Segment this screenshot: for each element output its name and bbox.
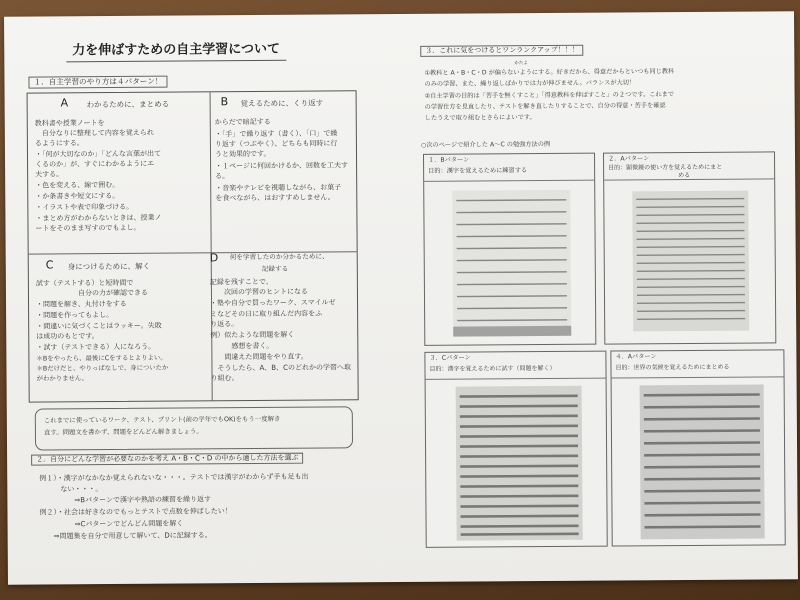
pattern-a-line: ートをそのまま写すのでもよし。 [35, 223, 141, 233]
pattern-d-line: 感想を書く。 [210, 341, 274, 351]
example-card-1 [423, 153, 596, 346]
pattern-a-line: ・「何が大切なのか」「どんな言葉が出て [34, 149, 162, 159]
example-card-purpose: 目的：顕微鏡の使い方を覚えるためにまと [608, 163, 723, 172]
section-2-line: ⇒Cパターンでどんどん問題を解く [39, 519, 184, 529]
tip-note-line: 直す。問題文を書かず、問題をどんどん解きましょう。 [43, 427, 203, 437]
page-title: 力を伸ばすための自主学習について [66, 41, 286, 62]
section-2-heading: ２．自分にどんな学習が必要なのかを考え A・B・C・D の中から適した方法を選ぶ [31, 453, 303, 466]
example-card-purpose: 目的：漢字を覚えるために試す（問題を解く） [429, 364, 556, 373]
section-3-line: ①教科と A・B・C・D が偏らないようにする。好きだから、得意だからといつも同じ教科 [424, 68, 675, 77]
pattern-a-line: ・か条書きや短文にする。 [35, 191, 120, 201]
section-3-line: のみの学習、また、繰り返しばかりでは力が伸びません。バランスが大切！ [424, 79, 636, 88]
pattern-b-line: からだで暗記する [214, 117, 271, 127]
section-3-line: したうえで取り組むとさらによいです。 [424, 114, 536, 122]
pattern-d-line: 例）似たような問題を解く [210, 330, 295, 340]
example-card-purpose: 目的：世界の気候を覚えるためにまとめる [615, 363, 730, 372]
example-card-title: ３．Cパターン [429, 354, 471, 362]
pattern-c-line: ・問題を解き、丸付けをする [36, 299, 127, 309]
pattern-d-title: 何を学習したのか分かるために、 [229, 252, 329, 262]
pattern-a-line: くるのか」が、すぐにわかるようにエ [35, 159, 155, 169]
example-scan-image [424, 154, 595, 345]
example-scan-image [611, 350, 784, 545]
example-card-purpose: 目的：漢字を覚えるために練習する [428, 167, 528, 175]
pattern-a-line: るようにする。 [34, 139, 84, 148]
pattern-b-line: り返す（つぶやく）、どちらも同時に行 [214, 139, 338, 149]
pattern-b-line: ・「手」で繰り返す（書く）、「口」で繰 [214, 129, 338, 139]
pattern-a-title: わかるために、まとめる [86, 99, 170, 110]
pattern-b-line: ・音楽やテレビを視聴しながら、お菓子 [215, 183, 342, 193]
pattern-c-title: 身につけるために、解く [67, 261, 151, 272]
pattern-a-line: ・色を変える、線で囲む。 [35, 180, 120, 190]
section-2-line: 例２）・社会は好きなのでもっとテストで点数を伸ばしたい！ [39, 507, 232, 517]
pattern-c-line: ・問題を作ってもよし。 [36, 311, 114, 320]
example-card-2 [603, 151, 776, 344]
pattern-a-letter: A [60, 96, 69, 110]
pattern-c-line: 試す（テストする）と短時間で [35, 278, 134, 288]
pattern-b-title: 覚えるために、くり返す [240, 98, 324, 109]
pattern-a-line: 夫する。 [35, 170, 64, 179]
section-2-line: 例１）・漢字がなかなか覚えられないな・・・。テストでは漢字がわからず手も足も出 [39, 472, 309, 483]
pattern-c-line: ・試す（テストできる）人になろう。 [36, 342, 156, 352]
section-2-line: ⇒問題集を自分で用意して解いて、Dに記録する。 [39, 531, 212, 541]
examples-heading: ○次のページで紹介した A～C の勉強方法の例 [420, 140, 551, 149]
pattern-c-line: がわかりません。 [36, 374, 89, 383]
pattern-d-title-2: 記録する [261, 264, 289, 273]
pattern-d-line: ミなどその日に取り組んだ内容をふ [210, 309, 323, 319]
pattern-c-line: ・間違いに気づくことはラッキー。失敗 [36, 321, 162, 331]
section-1-heading: １．自主学習のやり方は４パターン！ [28, 76, 167, 89]
example-card-purpose-2: める [678, 171, 691, 180]
example-card-title: ２．Aパターン [608, 155, 650, 163]
pattern-c-line: 自分の力が確認できる [35, 288, 148, 298]
example-card-4 [610, 349, 785, 546]
pattern-d-line: そうしたら、A、B、Cのどれかの学習へ取 [210, 363, 351, 373]
pattern-d-letter: D [209, 251, 219, 265]
pattern-c-letter: C [45, 258, 54, 272]
pattern-a-line: ・イラストや表で印象づける。 [35, 202, 134, 212]
pattern-b-letter: B [220, 95, 229, 109]
section-3-line: ②自主学習の目的は「苦手を無くすこと」「得意教科を伸ばすこと」の２つです。これまで [424, 91, 675, 100]
pattern-b-line: る。 [215, 172, 230, 181]
example-scan-image [425, 352, 606, 547]
pattern-d-line: ・塾や自分で買ったワーク、スマイルゼ [210, 298, 336, 308]
pattern-c-line: ＊Bをやったら、最後にCをするとよりよい。 [36, 353, 167, 363]
section-3-heading: ３．これに気をつけるとワンランクアップ！！！ [420, 45, 583, 58]
pattern-d-line: 間違えた問題をやり直す。 [210, 352, 308, 362]
section-2-line: ⇒Bパターンで漢字や熟語の練習を繰り返す [39, 495, 211, 505]
tip-note-line: これまでに使っているワーク、テスト、プリント(前の学年でもOK)をもう一度解き [43, 414, 281, 425]
tip-note [35, 406, 353, 450]
example-card-title: １．Bパターン [428, 156, 470, 164]
pattern-c-line: ＊Bだけだと、やりっぱなしで、身についたか [36, 363, 169, 373]
pattern-d-line: 記録を残すことで、 [209, 277, 273, 287]
example-scan-image [604, 152, 775, 343]
example-card-3 [424, 351, 607, 548]
section-3-line: の学習仕方を見直したり、テストを解き直したりすることで、自分の得意・苦手を確認 [424, 102, 666, 111]
pattern-d-line: り組む。 [210, 374, 239, 383]
pattern-d-line: り返る。 [210, 320, 239, 329]
example-card-title: ４．Aパターン [615, 353, 657, 361]
handout-sheet [4, 11, 798, 585]
pattern-d-line: 次回の学習のヒントになる [209, 287, 308, 297]
pattern-b-line: ・１ページに何回かけるか、回数を工夫す [215, 161, 348, 171]
ruby-text: かたよ [514, 61, 528, 67]
pattern-b-line: うと効果的です。 [214, 149, 271, 159]
pattern-a-line: 自分なりに整理して内容を覚えられ [34, 128, 154, 138]
pattern-a-line: 教科書や授業ノートを [34, 119, 105, 128]
section-2-line: ない・・・。 [39, 485, 103, 494]
pattern-c-line: は成功のもとです。 [36, 332, 99, 341]
pattern-b-line: を食べながら、はおすすめしません。 [215, 193, 335, 203]
pattern-a-line: ・まとめ方がわからないときは、授業ノ [35, 213, 162, 223]
